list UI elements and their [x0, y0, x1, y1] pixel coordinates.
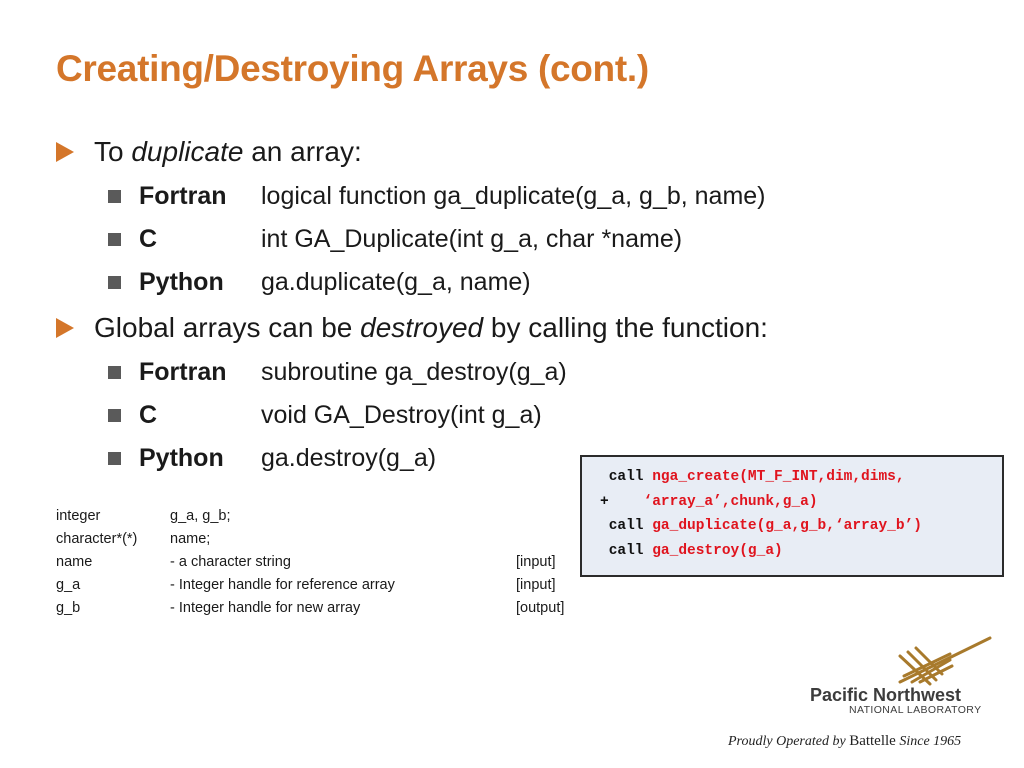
sub-item-c-duplicate [108, 225, 682, 254]
footer-tagline: Proudly Operated by Battelle Since 1965 [728, 733, 962, 749]
bullet-text: Global arrays can be destroyed by calling the function: [94, 312, 768, 343]
sub-item-fortran-destroy [108, 358, 567, 387]
slide-title: Creating/Destroying Arrays (cont.) [56, 48, 649, 89]
bullet-duplicate [56, 136, 362, 168]
bullet-text: To duplicate an array: [94, 136, 362, 167]
signature: int GA_Duplicate(int g_a, char *name) [261, 225, 683, 253]
signature: void GA_Destroy(int g_a) [261, 401, 542, 429]
triangle-bullet-icon [56, 142, 74, 162]
square-bullet-icon [108, 452, 121, 465]
lang-label: C [139, 225, 158, 253]
square-bullet-icon [108, 233, 121, 246]
square-bullet-icon [108, 190, 121, 203]
triangle-bullet-icon [56, 318, 74, 338]
code-line: call nga_create(MT_F_INT,dim,dims, [600, 469, 905, 485]
logo-subtitle: NATIONAL LABORATORY [849, 704, 982, 716]
logo-name: Pacific Northwest [810, 685, 962, 705]
signature: logical function ga_duplicate(g_a, g_b, name) [261, 182, 766, 210]
lang-label: Python [139, 444, 224, 472]
square-bullet-icon [108, 276, 121, 289]
square-bullet-icon [108, 409, 121, 422]
signature: subroutine ga_destroy(g_a) [261, 358, 567, 386]
sub-item-fortran-duplicate [108, 182, 766, 211]
signature: ga.duplicate(g_a, name) [261, 268, 531, 296]
code-line: call ga_destroy(g_a) [600, 543, 783, 559]
code-example-box [580, 455, 1004, 577]
lang-label: Python [139, 268, 224, 296]
code-line: call ga_duplicate(g_a,g_b,‘array_b’) [600, 518, 922, 534]
square-bullet-icon [108, 366, 121, 379]
sub-item-c-destroy [108, 401, 542, 430]
lang-label: Fortran [139, 182, 227, 210]
code-line: + ‘array_a’,chunk,g_a) [600, 494, 818, 510]
signature: ga.destroy(g_a) [261, 444, 437, 472]
bullet-destroy [56, 312, 768, 344]
lang-label: Fortran [139, 358, 227, 386]
sub-item-python-duplicate [108, 268, 531, 297]
lang-label: C [139, 401, 158, 429]
sub-item-python-destroy [108, 444, 436, 473]
